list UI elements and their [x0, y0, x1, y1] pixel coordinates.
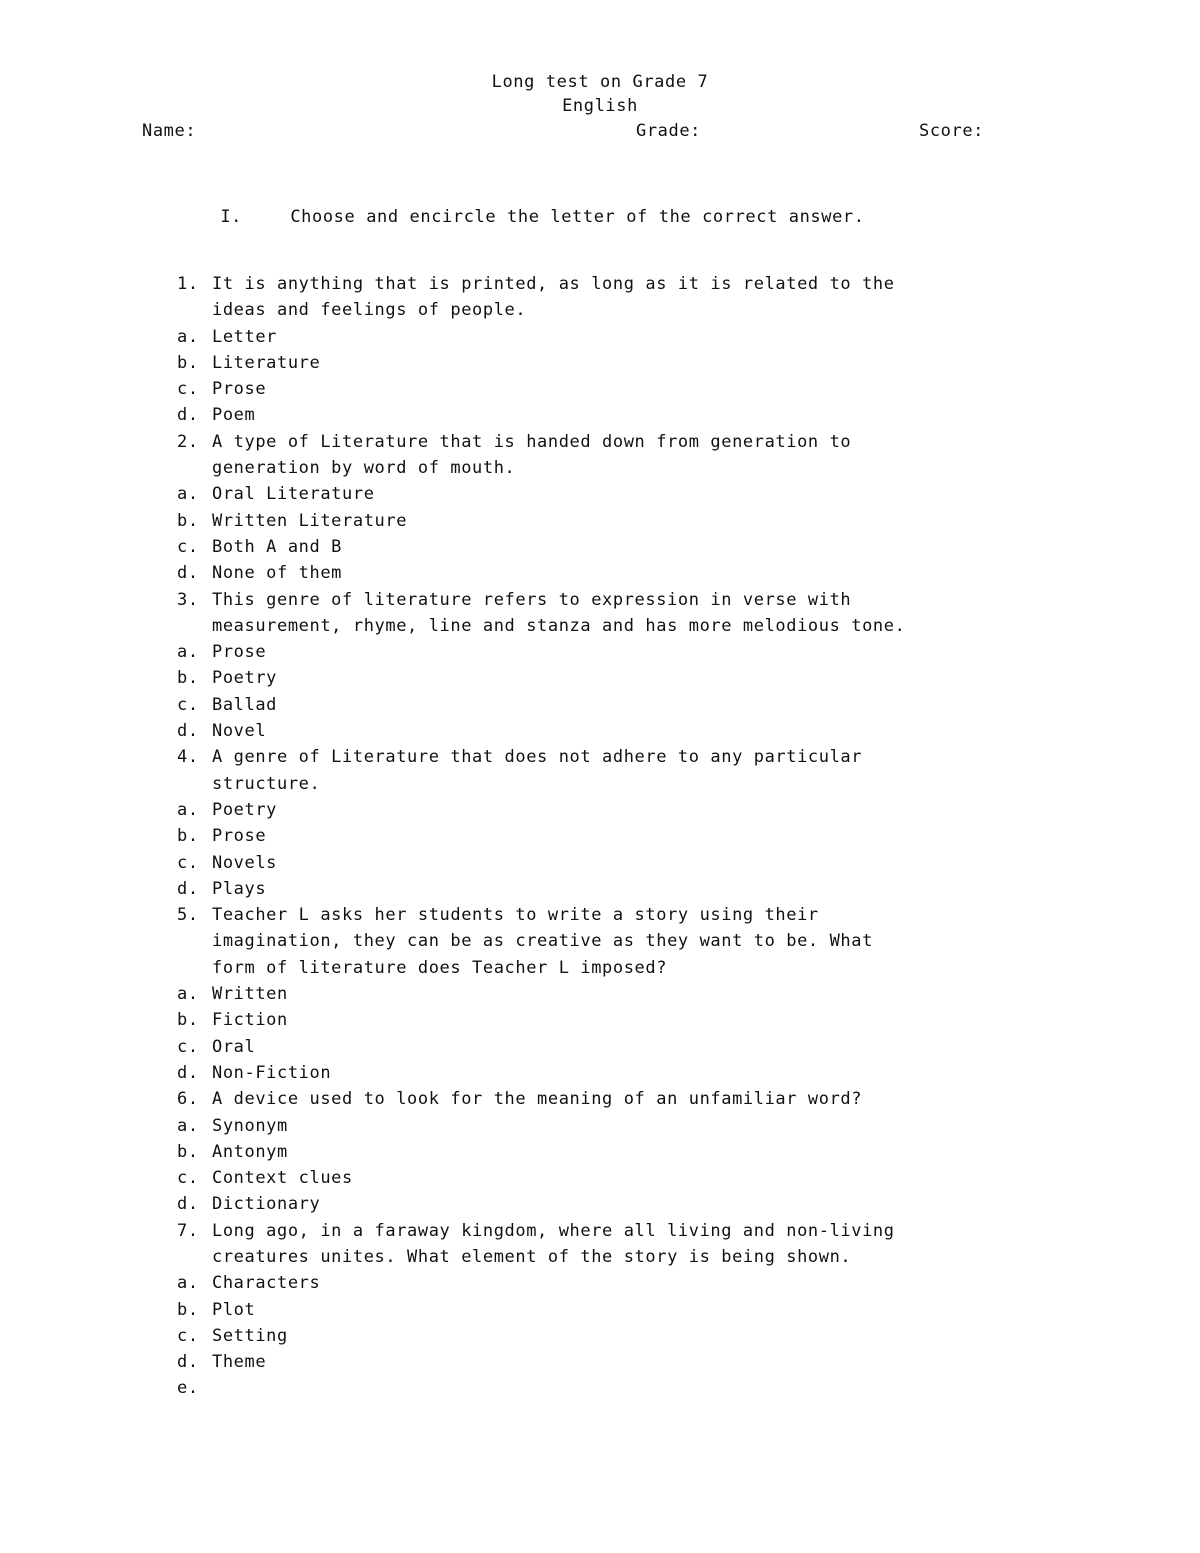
choice-text: Oral Literature	[212, 484, 375, 505]
choice-item[interactable]	[177, 797, 1057, 823]
choice-letter: a.	[177, 1115, 199, 1136]
question-text: A type of Literature that is handed down from generation to	[212, 431, 852, 452]
choice-text: Poetry	[212, 668, 278, 689]
question-text: ideas and feelings of people.	[212, 300, 527, 321]
choice-letter: a.	[177, 642, 199, 663]
choice-text: Written	[212, 984, 288, 1005]
question-number: 3.	[177, 589, 199, 610]
choice-text: Novels	[212, 852, 278, 873]
choice-letter: c.	[177, 536, 199, 557]
indent	[177, 955, 212, 981]
choice-text: Novel	[212, 721, 267, 742]
question-list	[177, 271, 1057, 1402]
question-number: 5.	[177, 905, 199, 926]
choice-item[interactable]	[177, 981, 1057, 1007]
choice-item[interactable]	[177, 1349, 1057, 1375]
choice-text: Context clues	[212, 1168, 353, 1189]
choice-letter: b.	[177, 826, 199, 847]
choice-letter: c.	[177, 1325, 199, 1346]
choice-letter: c.	[177, 379, 199, 400]
question-item	[177, 271, 1057, 297]
choice-letter: b.	[177, 668, 199, 689]
choice-text: Synonym	[212, 1115, 288, 1136]
question-continuation	[177, 1244, 1057, 1270]
choice-letter: b.	[177, 510, 199, 531]
choice-text: Plot	[212, 1299, 256, 1320]
choice-item[interactable]	[177, 1165, 1057, 1191]
choice-item[interactable]	[177, 534, 1057, 560]
instruction-text: Choose and encircle the letter of the correct answer.	[290, 207, 865, 227]
choice-item[interactable]	[177, 1007, 1057, 1033]
score-label: Score:	[919, 121, 985, 141]
choice-letter: a.	[177, 326, 199, 347]
question-item	[177, 587, 1057, 613]
question-continuation	[177, 455, 1057, 481]
choice-item[interactable]	[177, 850, 1057, 876]
question-continuation	[177, 771, 1057, 797]
choice-item[interactable]	[177, 1113, 1057, 1139]
choice-item[interactable]	[177, 1191, 1057, 1217]
choice-letter: b.	[177, 1010, 199, 1031]
choice-item[interactable]	[177, 481, 1057, 507]
choice-item[interactable]	[177, 376, 1057, 402]
choice-letter: c.	[177, 1168, 199, 1189]
indent	[177, 297, 212, 323]
choice-letter: a.	[177, 799, 199, 820]
choice-letter: d.	[177, 1062, 199, 1083]
question-text: structure.	[212, 773, 321, 794]
question-item	[177, 1218, 1057, 1244]
choice-item[interactable]	[177, 560, 1057, 586]
indent	[177, 1244, 212, 1270]
choice-letter: c.	[177, 1036, 199, 1057]
choice-item[interactable]	[177, 639, 1057, 665]
choice-item[interactable]	[177, 1375, 1057, 1401]
question-item	[177, 429, 1057, 455]
question-number: 4.	[177, 747, 199, 768]
subject-title: English	[562, 96, 638, 116]
question-continuation	[177, 297, 1057, 323]
choice-letter: b.	[177, 1141, 199, 1162]
choice-letter: d.	[177, 721, 199, 742]
choice-letter: a.	[177, 484, 199, 505]
instruction	[177, 187, 865, 247]
name-label: Name:	[142, 121, 197, 141]
choice-text: Non-Fiction	[212, 1062, 332, 1083]
choice-text: Dictionary	[212, 1194, 321, 1215]
choice-text: Oral	[212, 1036, 256, 1057]
question-text: measurement, rhyme, line and stanza and has more melodious tone.	[212, 615, 906, 636]
choice-letter: c.	[177, 852, 199, 873]
choice-letter: d.	[177, 1352, 199, 1373]
indent	[177, 928, 212, 954]
choice-letter: a.	[177, 1273, 199, 1294]
choice-text: Ballad	[212, 694, 278, 715]
choice-letter: b.	[177, 1299, 199, 1320]
question-continuation	[177, 955, 1057, 981]
choice-text: Theme	[212, 1352, 267, 1373]
choice-text: Antonym	[212, 1141, 288, 1162]
question-item	[177, 1086, 1057, 1112]
choice-text: Prose	[212, 642, 267, 663]
choice-item[interactable]	[177, 1139, 1057, 1165]
choice-text: Both A and B	[212, 536, 343, 557]
choice-letter: e.	[177, 1378, 199, 1399]
question-item	[177, 902, 1057, 928]
choice-item[interactable]	[177, 665, 1057, 691]
indent	[177, 455, 212, 481]
choice-item[interactable]	[177, 1270, 1057, 1296]
choice-letter: d.	[177, 563, 199, 584]
choice-letter: a.	[177, 984, 199, 1005]
choice-letter: d.	[177, 1194, 199, 1215]
choice-text: Plays	[212, 878, 267, 899]
question-text: A device used to look for the meaning of an unfamiliar word?	[212, 1089, 863, 1110]
choice-text: Setting	[212, 1325, 288, 1346]
question-text: Teacher L asks her students to write a story using their	[212, 905, 819, 926]
question-text: This genre of literature refers to expression in verse with	[212, 589, 852, 610]
choice-letter: d.	[177, 405, 199, 426]
question-text: generation by word of mouth.	[212, 458, 516, 479]
choice-item[interactable]	[177, 402, 1057, 428]
choice-text: Prose	[212, 826, 267, 847]
indent	[177, 771, 212, 797]
choice-text	[212, 1375, 1057, 1401]
choice-text: Poetry	[212, 799, 278, 820]
choice-item[interactable]	[177, 1297, 1057, 1323]
question-text: form of literature does Teacher L imposed?	[212, 957, 668, 978]
choice-item[interactable]	[177, 508, 1057, 534]
question-text: It is anything that is printed, as long as it is related to the	[212, 274, 895, 294]
question-text: A genre of Literature that does not adhere to any particular	[212, 747, 863, 768]
section-numeral: I.	[220, 207, 243, 227]
choice-text: Fiction	[212, 1010, 288, 1031]
choice-text: None of them	[212, 563, 343, 584]
question-item	[177, 744, 1057, 770]
question-number: 1.	[177, 274, 199, 294]
choice-text: Letter	[212, 326, 278, 347]
choice-item[interactable]	[177, 823, 1057, 849]
question-number: 2.	[177, 431, 199, 452]
choice-item[interactable]	[177, 876, 1057, 902]
question-text: imagination, they can be as creative as they want to be. What	[212, 931, 873, 952]
indent	[177, 613, 212, 639]
choice-item[interactable]	[177, 1034, 1057, 1060]
question-number: 7.	[177, 1220, 199, 1241]
grade-label: Grade:	[636, 121, 702, 141]
choice-text: Literature	[212, 352, 321, 373]
choice-text: Characters	[212, 1273, 321, 1294]
question-text: Long ago, in a faraway kingdom, where all living and non-living	[212, 1220, 895, 1241]
choice-text: Written Literature	[212, 510, 408, 531]
choice-letter: c.	[177, 694, 199, 715]
choice-letter: d.	[177, 878, 199, 899]
choice-item[interactable]	[177, 692, 1057, 718]
choice-item[interactable]	[177, 1060, 1057, 1086]
question-number: 6.	[177, 1089, 199, 1110]
choice-letter: b.	[177, 352, 199, 373]
choice-item[interactable]	[177, 350, 1057, 376]
choice-text: Prose	[212, 379, 267, 400]
choice-text: Poem	[212, 405, 256, 426]
choice-item[interactable]	[177, 718, 1057, 744]
choice-item[interactable]	[177, 1323, 1057, 1349]
question-continuation	[177, 928, 1057, 954]
question-text: creatures unites. What element of the story is being shown.	[212, 1246, 852, 1267]
test-title: Long test on Grade 7	[491, 72, 709, 92]
question-continuation	[177, 613, 1057, 639]
choice-item[interactable]	[177, 324, 1057, 350]
